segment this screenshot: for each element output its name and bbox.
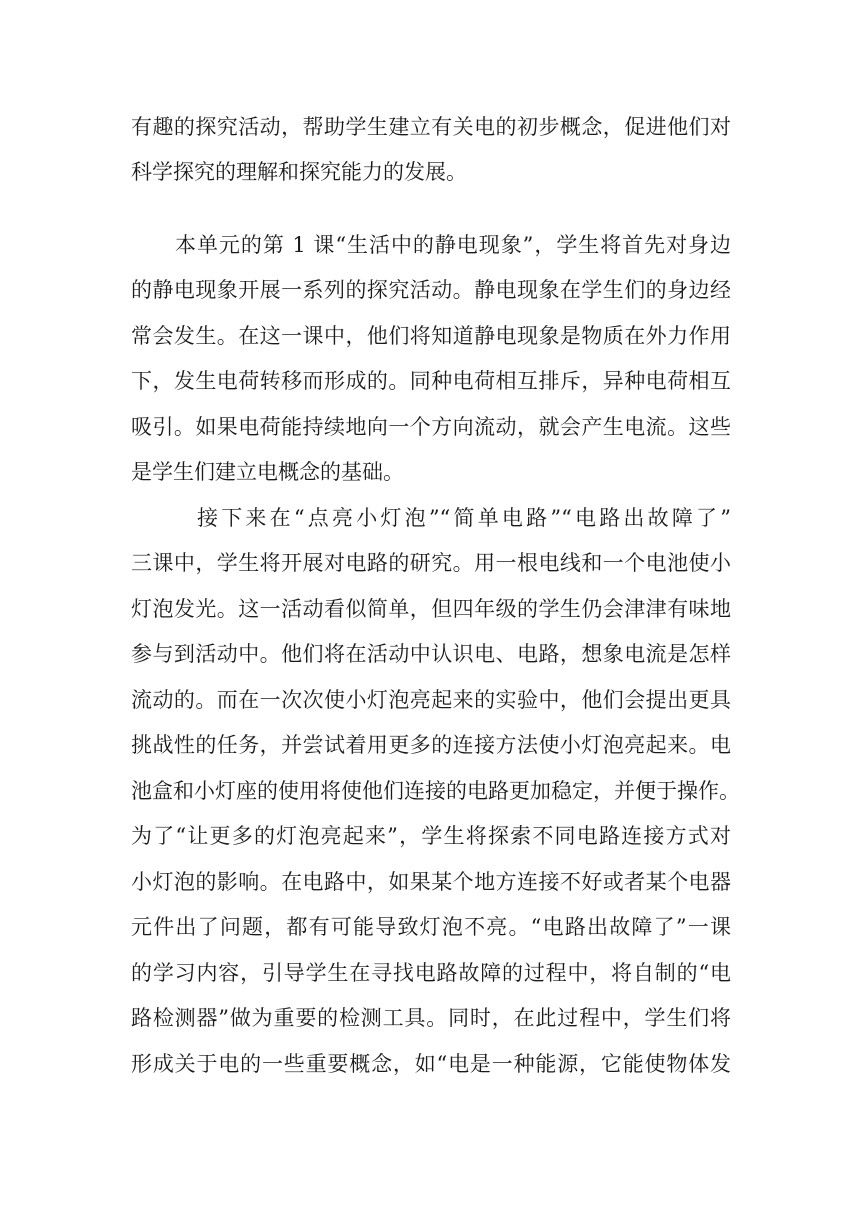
- text-line: 参与到活动中。他们将在活动中认识电、电路，想象电流是怎样: [131, 642, 731, 666]
- text-line: 科学探究的理解和探究能力的发展。: [131, 160, 467, 184]
- text-line: 有趣的探究活动，帮助学生建立有关电的初步概念，促进他们对: [131, 115, 731, 139]
- text-line: 形成关于电的一些重要概念，如“电是一种能源，它能使物体发: [131, 1052, 731, 1076]
- text-line: 路检测器”做为重要的检测工具。同时，在此过程中，学生们将: [131, 1006, 731, 1030]
- text-line: 接下来在“点亮小灯泡”“简单电路”“电路出故障了”: [197, 506, 731, 530]
- text-line: 为了“让更多的灯泡亮起来”，学生将探索不同电路连接方式对: [131, 824, 731, 848]
- text-line: 元件出了问题，都有可能导致灯泡不亮。“电路出故障了”一课: [131, 915, 731, 939]
- text-line: 是学生们建立电概念的基础。: [131, 460, 404, 484]
- text-line: 三课中，学生将开展对电路的研究。用一根电线和一个电池使小: [131, 551, 731, 575]
- text-line: 常会发生。在这一课中，他们将知道静电现象是物质在外力作用: [131, 324, 731, 348]
- text-line: 吸引。如果电荷能持续地向一个方向流动，就会产生电流。这些: [131, 415, 731, 439]
- text-line: 灯泡发光。这一活动看似简单，但四年级的学生仍会津津有味地: [131, 597, 731, 621]
- text-line: 的静电现象开展一系列的探究活动。静电现象在学生们的身边经: [131, 278, 731, 302]
- text-line: 流动的。而在一次次使小灯泡亮起来的实验中，他们会提出更具: [131, 688, 731, 712]
- text-line: 本单元的第 1 课“生活中的静电现象”，学生将首先对身边: [175, 233, 731, 257]
- text-line: 挑战性的任务，并尝试着用更多的连接方法使小灯泡亮起来。电: [131, 733, 731, 757]
- text-line: 池盒和小灯座的使用将使他们连接的电路更加稳定，并便于操作。: [131, 779, 740, 803]
- text-line: 小灯泡的影响。在电路中，如果某个地方连接不好或者某个电器: [131, 870, 731, 894]
- text-line: 下，发生电荷转移而形成的。同种电荷相互排斥，异种电荷相互: [131, 369, 731, 393]
- text-line: 的学习内容，引导学生在寻找电路故障的过程中，将自制的“电: [131, 961, 731, 985]
